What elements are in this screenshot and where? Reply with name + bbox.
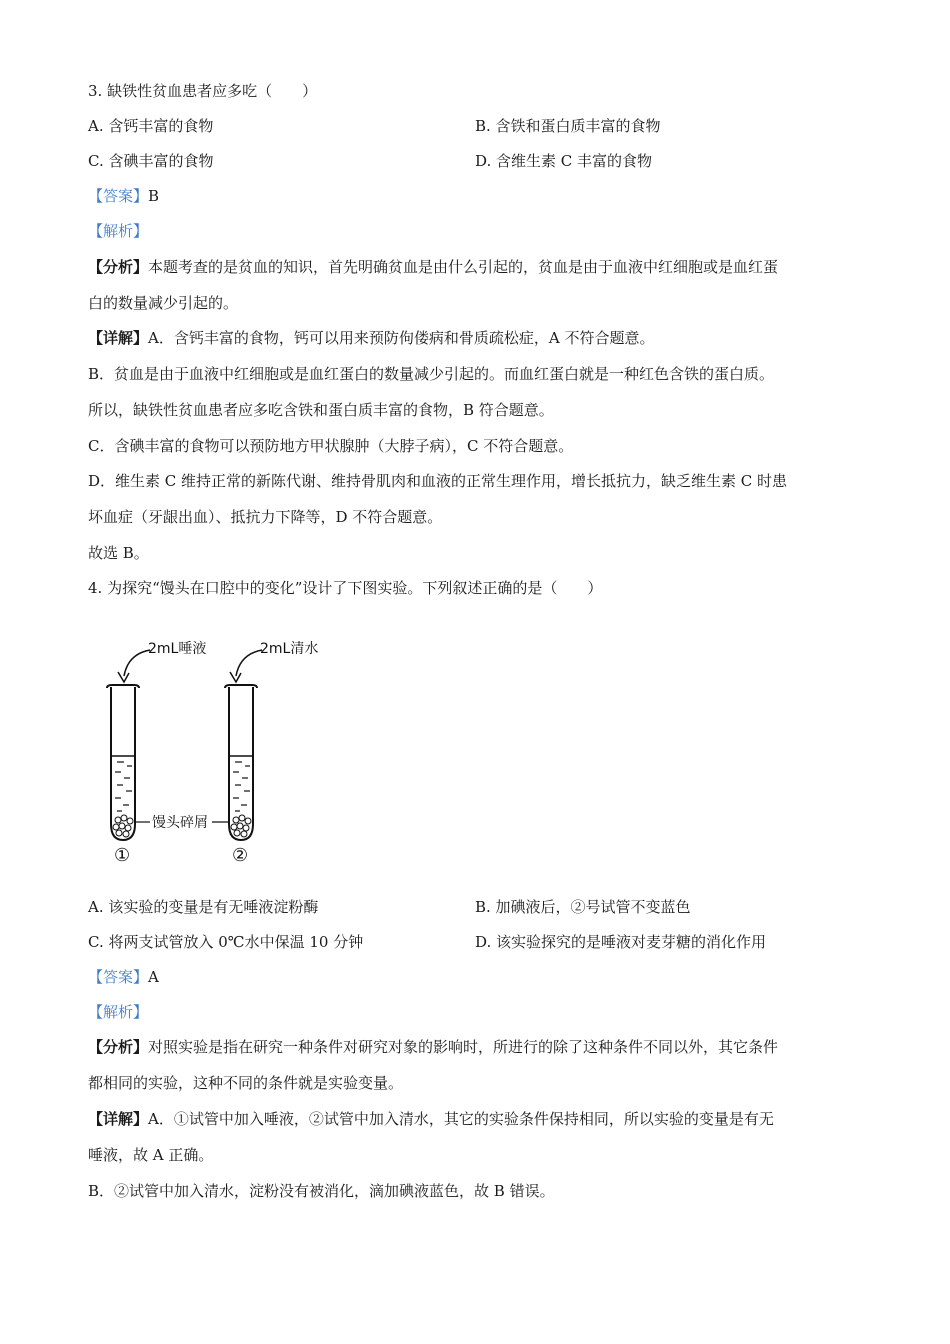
q4-option-b: B. 加碘液后，②号试管不变蓝色	[475, 898, 691, 916]
tube1-number: ①	[114, 845, 131, 866]
q3-xiangjie-d2: 坏血症（牙龈出血）、抵抗力下降等，D 不符合题意。	[88, 508, 443, 526]
q4-fenxi-line2: 都相同的实验，这种不同的条件就是实验变量。	[88, 1074, 404, 1092]
analysis-tag: 【解析】	[88, 1003, 149, 1021]
answer-tag: 【答案】	[88, 187, 149, 205]
test-tube-2	[225, 685, 257, 840]
q4-fenxi-line1	[88, 1037, 778, 1057]
crumbs-label: 馒头碎屑	[152, 815, 208, 831]
fenxi-text: 对照实验是指在研究一种条件对研究对象的影响时，所进行的除了这种条件不同以外，其它条件	[148, 1038, 779, 1056]
q3-fenxi-line2: 白的数量减少引起的。	[88, 294, 239, 312]
tube2-label: 2mL清水	[260, 641, 319, 657]
q4-xiangjie-b: B．②试管中加入清水，淀粉没有被消化，滴加碘液蓝色，故 B 错误。	[88, 1182, 555, 1200]
tube1-label: 2mL唾液	[148, 641, 207, 657]
tube1-arrowhead	[118, 672, 129, 682]
answer-value: B	[148, 187, 160, 205]
q4-answer	[88, 967, 159, 987]
xiangjie-tag: 【详解】	[88, 329, 149, 347]
q3-fenxi-line1	[88, 257, 778, 277]
test-tubes-diagram	[88, 628, 328, 868]
analysis-tag: 【解析】	[88, 222, 149, 240]
q3-option-c: C. 含碘丰富的食物	[88, 152, 214, 170]
q4-option-d: D. 该实验探究的是唾液对麦芽糖的消化作用	[475, 933, 767, 951]
q3-stem: 3. 缺铁性贫血患者应多吃（ ）	[88, 82, 318, 100]
q4-analysis-heading	[88, 1002, 148, 1022]
q3-xiangjie-a	[88, 328, 654, 348]
q3-analysis-heading	[88, 221, 148, 241]
tube2-arrowhead	[230, 672, 241, 682]
q3-xiangjie-c: C．含碘丰富的食物可以预防地方甲状腺肿（大脖子病），C 不符合题意。	[88, 437, 574, 455]
fenxi-text: 本题考查的是贫血的知识，首先明确贫血是由什么引起的，贫血是由于血液中红细胞或是血红蛋	[148, 258, 779, 276]
tube2-arrow	[236, 650, 262, 676]
q3-xiangjie-d1: D．维生素 C 维持正常的新陈代谢、维持骨肌肉和血液的正常生理作用，增长抵抗力，缺乏维生素 C 时患	[88, 472, 788, 490]
fenxi-tag: 【分析】	[88, 258, 149, 276]
tube2-number: ②	[232, 845, 249, 866]
q3-xiangjie-b2: 所以，缺铁性贫血患者应多吃含铁和蛋白质丰富的食物，B 符合题意。	[88, 401, 554, 419]
experiment-figure	[88, 628, 328, 868]
q4-option-c: C. 将两支试管放入 0℃水中保温 10 分钟	[88, 933, 364, 951]
answer-value: A	[148, 968, 159, 986]
fenxi-tag: 【分析】	[88, 1038, 149, 1056]
q3-option-d: D. 含维生素 C 丰富的食物	[475, 152, 653, 170]
q3-option-a: A. 含钙丰富的食物	[88, 117, 214, 135]
xiangjie-text: A．含钙丰富的食物，钙可以用来预防佝偻病和骨质疏松症，A 不符合题意。	[148, 329, 655, 347]
xiangjie-text: A．①试管中加入唾液，②试管中加入清水，其它的实验条件保持相同，所以实验的变量是有无	[148, 1110, 774, 1128]
answer-tag: 【答案】	[88, 968, 149, 986]
q4-stem: 4. 为探究“馒头在口腔中的变化”设计了下图实验。下列叙述正确的是（ ）	[88, 579, 603, 597]
q3-conclusion: 故选 B。	[88, 544, 149, 562]
q3-answer	[88, 186, 159, 206]
q3-xiangjie-b1: B．贫血是由于血液中红细胞或是血红蛋白的数量减少引起的。而血红蛋白就是一种红色含铁的蛋白质。	[88, 365, 775, 383]
test-tube-1	[107, 685, 139, 840]
tube1-arrow	[124, 650, 150, 676]
xiangjie-tag: 【详解】	[88, 1110, 149, 1128]
q3-option-b: B. 含铁和蛋白质丰富的食物	[475, 117, 661, 135]
q4-xiangjie-a2: 唾液，故 A 正确。	[88, 1146, 214, 1164]
q4-option-a: A. 该实验的变量是有无唾液淀粉酶	[88, 898, 319, 916]
q4-xiangjie-a1	[88, 1109, 774, 1129]
